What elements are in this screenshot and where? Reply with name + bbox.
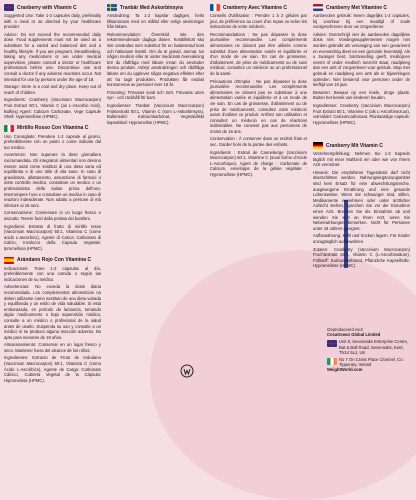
column-1 <box>4 4 101 388</box>
section-header <box>313 142 410 149</box>
column-3 <box>210 4 307 183</box>
advice-text: Rekommendation: Överskrid inte den rekommenderade dagliga dosen. Kosttillskott ska inte användas som substitut för en balanserad kost och hälsosam livsstil. Om du är gravid, ammar, tar någon medicin eller är under medicinsk övervakning bör du rådfråga med läkare innan du använder denna produkt. Avbryt användningen och rådfråga läkare om du upplever några negativa effekter efter att ha tagit produkten. Produkten får endast konsumeras av personer över 18 år. <box>107 31 204 88</box>
ingredients-text: Ingredients: Cranberry (Vaccinium Macrocarpon) Fruit Extract 50:1, Vitamin C (as L-Ascorbic Acid), Bulking Agent: Calcium Carbonate, Vege Capsule Shell: Hypromellose (HPMC). <box>4 97 101 120</box>
advice-text: Advies: Overschrijd niet de aanbevolen dagelijkse dosis niet. Voedingssupplementen mogen niet worden gebruikt als vervanging van een gevarieerd en evenwichtig dieet en een gezonde levensstijl. Als u zwanger bent, borstvoeding geeft, medicijnen neemt of onder medisch toezicht staat, raadpleeg dan een arts of zorgverlener voor gebruik. Stop met gebruik en raadpleeg een arts als er bijwerkingen optreden. Niet bestemd voor personen onder de leeftijd van 18 jaar. <box>313 31 410 88</box>
advice-text: Advertencias: No exceda la dosis diaria recomendada. Los complementos alimenticios no deben utilizarse como sustituto de una dieta variada y equilibrada y un estilo de vida saludable. Si está embarazada, en período de lactancia, tomando algún medicamento o bajo supervisión médica, consulte a un médico o profesional de la salud antes de usarlo. Suspenda su uso y consulte a un médico si se produce alguna reacción adversa. No apto para menores de 18 años. <box>4 284 101 340</box>
ingredients-text: Ingredienti: Estratto di frutto di mirtillo rosso (Vaccinium Macrocarpon) 50:1, Vitamina C (come acido L-ascorbico), Agente di Carica: Carbonato di Calcio, Involucro della Capsula Vegetale: Ipromellosa (HPMC). <box>4 223 101 251</box>
uk-flag-icon <box>4 4 14 11</box>
section-title: Cranberry Mit Vitamin C <box>326 142 383 149</box>
producer-info <box>327 327 413 373</box>
section-header <box>313 4 410 11</box>
usage-text: Verzehrempfehlung: Nehmen Sie 1-2 Kapseln täglich mit einer Mahlzeit ein oder wie von Ihrem Arzt verordnet. <box>313 151 410 168</box>
uk-address: Unit 8, Sevenoaks Enterprise Centre, Bat & Ball Road, Sevenoaks, Kent, TN14 5LJ, UK <box>339 339 409 355</box>
advice-text: Avvertenze: Non superare la dose giornaliera raccomandata. Gli integratori alimentari non devono essere usati come sostituti di una dieta varia ed equilibrata e di uno stile di vita sano. In caso di gravidanza, allattamento, assunzione di farmaci o sotto controllo medico, consultare un medico o un professionista della salute prima dell'uso. Interrompere l'uso e consultare un medico in caso di reazioni indesiderate. Non adatto a persone di età inferiore ai 18 anni. <box>4 152 101 208</box>
column-4 <box>313 4 410 130</box>
section-italian <box>4 125 101 252</box>
usage-text: Conseils d'Utilisation : Prendre 1 à 2 gélules par jour, de préférence au cours d'un repas ou selon les instructions de votre médecin. <box>210 13 307 30</box>
section-title: Cranberry with Vitamin C <box>17 4 77 11</box>
germany-flag-icon <box>313 142 323 149</box>
storage-text: Förvaring: Förvaras svalt och torrt. Förvaras utom syn - och räckhåll för barn. <box>107 89 204 101</box>
storage-text: Conservazione: Conservare in un luogo fresco e asciutto. Tenere fuori dalla portata dei bambini. <box>4 210 101 221</box>
section-header <box>4 4 101 11</box>
section-header <box>107 4 204 11</box>
section-title: Cranberry Met Vitamine C <box>326 4 388 11</box>
section-title: Mirtillo Rosso Con Vitamina C <box>17 125 89 132</box>
precautions-text: Précautions d'Emploi : Ne pas dépasser la dose journalière recommandée. Les compléments alimentaires ne doivent pas se substituer à une alimentation variée et équilibrée et à un mode de vie sain. En cas de grossesse, d'allaitement ou de prise de médicaments, consultez votre médecin avant d'utiliser ce produit. Arrêtez son utilisation et consultez un médecin en cas de réactions indésirables. Ne convient pas aux personnes de moins de 18 ans. <box>210 78 307 134</box>
ingredients-text: Ingrediënten: Cranberry (Vaccinium Macrocarpon) Fruit Extract 50:1, Vitamine C (als L-Ascorbinezuur), vulmiddel: Calciumcarbonaat, Plantaardige capsule: Hypromellose (HPMC). <box>313 102 410 125</box>
usage-text: Suggested Use: Take 1-2 capsules daily, preferably with a meal or as directed by your healthcare provider. <box>4 13 101 30</box>
storage-text: Storage: Store in a cool and dry place. Keep out of reach of children. <box>4 84 101 95</box>
section-dutch <box>313 4 410 125</box>
section-header <box>4 257 101 264</box>
spain-flag-icon <box>4 257 14 264</box>
section-header <box>4 125 101 132</box>
recommendations-text: Recommandations : Ne pas dépasser la dose journalière recommandée. Les compléments alimentaires ne doivent pas être utilisés comme substitut d'une alimentation variée et équilibrée et d'un mode de vie sain. En cas de grossesse, d'allaitement, de prise de médicaments ou de suivi médical, consultez un médecin ou un professionnel de la santé. <box>210 31 307 76</box>
section-french <box>210 4 307 178</box>
ireland-flag-icon <box>327 358 337 365</box>
ie-address: No 7 On Cross Place Clonmel, Co. Tipperary, Ireland <box>339 357 404 368</box>
uk-flag-icon <box>327 340 337 347</box>
section-title: Arándano Rojo Con Vitamina C <box>17 257 92 264</box>
ingredients-text: Zutaten: Cranberry (Vaccinium Macrocarpon) Fruchtextrakt 50:1, Vitamin C (L-Ascorbinsäure), Füllstoff: Kalziumkarbonat, Pflanzliche Kapselhülle: Hypromellose (HPMC). <box>313 246 410 269</box>
storage-text: Aufbewahrung: Kühl und trocken lagern. Für Kinder unzugänglich aufbewahren. <box>313 233 410 244</box>
ingredients-text: Ingrédients : Extrait de Canneberge (Vaccinium Macrocarpon) 50:1, Vitamine C (sous forme d'Acide L-Ascorbique), Agent de charge : Carbonate de Calcium, enveloppe de la gélule végétale : Hypromellose (HPMC). <box>210 149 307 178</box>
section-spanish <box>4 257 101 384</box>
usage-text: Uso Consigliato: Prendere 1-2 capsule al giorno, preferibilmente con un pasto o come indicato dal tuo medico. <box>4 133 101 150</box>
section-title: Cranberry Avec Vitamine C <box>223 4 288 11</box>
storage-text: Almacenamiento: Conservar en un lugar fresco y seco. Mantener fuera del alcance de los niños. <box>4 342 101 353</box>
website-link[interactable]: WeightWorld.com <box>327 367 363 373</box>
advice-text: Advice: Do not exceed the recommended daily dose. Food supplements must not be used as a substitute for a varied and balanced diet and a healthy lifestyle. If you are pregnant, breastfeeding, taking any medications or are under medical supervision, please consult a doctor or healthcare professional before use. Discontinue use and consult a doctor if any adverse reactions occur. Not intended for use by persons under the age of 18. <box>4 31 101 82</box>
company-name: CosaOcean Global Limited <box>327 332 381 338</box>
section-german <box>313 142 410 271</box>
sweden-flag-icon <box>107 4 117 11</box>
column-2 <box>107 4 204 130</box>
advice-text: Hinweis: Die empfohlene Tagesdosis darf nicht überschritten werden. Nahrungsergänzungsmittel sind kein Ersatz für eine abwechslungsreiche, ausgewogene Ernährung und eine gesunde Lebensweise. Wenn Sie schwanger sind, stillen, Medikamente einnehmen oder unter ärztlicher Aufsicht stehen, sprechen Sie vor der Einnahme einen Arzt. Brechen Sie die Einnahme ab und wenden Sie sich an Ihren Arzt, wenn Sie Nebenwirkungen bemerken. Nicht für Personen unter 18 Jahren geeignet. <box>313 169 410 231</box>
ie-address-line <box>327 357 413 367</box>
france-flag-icon <box>210 4 220 11</box>
section-title: Tranbär Med Askorbinsyra <box>120 4 183 11</box>
uk-address-line <box>327 339 413 355</box>
section-english <box>4 4 101 120</box>
usage-text: Användning: Ta 1-2 kapslar dagligen, helst tillsammans med en måltid eller enligt anvisningar från läkare. <box>107 13 204 30</box>
section-header <box>210 4 307 11</box>
ingredients-text: Ingredientes: Extracto de Fruto de Arándano (Vaccinium Macrocarpon) 50:1, Vitamina C (como Ácido L-Ascórbico), Agente de Carga: Carbonato Cálcico, Cubierta Vegetal de la Cápsula: Hipromelosa (HPMC). <box>4 355 101 383</box>
produced-by-label: Geproduceerd voor <box>327 327 364 332</box>
netherlands-flag-icon <box>313 4 323 11</box>
section-swedish <box>107 4 204 125</box>
usage-text: Indicaciones: Tome 1-2 cápsulas al día, preferiblemente con una comida o según las indicaciones de su médico. <box>4 265 101 282</box>
storage-text: Conservation : À conserver dans un endroit frais et sec. Garder hors de la portée des enfants. <box>210 136 307 148</box>
brand-logo-icon <box>180 364 194 378</box>
usage-text: Aanbevolen gebruik: Neem dagelijks 1-2 capsules, bij voorkeur bij een maaltijd of zoals voorgeschreven door uw zorgverlener. <box>313 13 410 30</box>
ingredients-text: Ingredienser: Tranbär (Vaccinium Macrocarpon) Fruktextrakt 50:1, Vitamin C (som L-Askorbinsyra), Bulkmedel: Kalciumkarbonat, Vegetabiliskt kapselskal: Hypromellos (HPMC). <box>107 102 204 125</box>
storage-text: Bewaren: Bewaar op een koele, droge plaats. Buiten het bereik van kinderen houden. <box>313 89 410 101</box>
italy-flag-icon <box>4 125 14 132</box>
